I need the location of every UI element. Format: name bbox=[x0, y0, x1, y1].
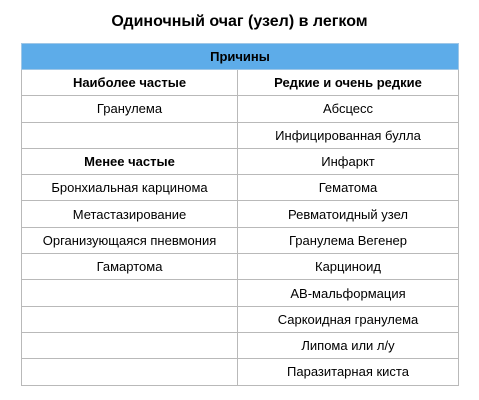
table-row bbox=[22, 96, 459, 122]
cell-rare-cause: Гранулема Вегенер bbox=[238, 227, 459, 253]
table-row bbox=[22, 280, 459, 306]
cell-common-cause: Метастазирование bbox=[22, 201, 238, 227]
cell-rare-cause: АВ-мальформация bbox=[238, 280, 459, 306]
table-row bbox=[22, 201, 459, 227]
cell-rare-cause: Липома или л/у bbox=[238, 332, 459, 358]
cell-rare-cause: Ревматоидный узел bbox=[238, 201, 459, 227]
cell-common-cause: Гранулема bbox=[22, 96, 238, 122]
table-body bbox=[22, 96, 459, 385]
cell-rare-cause: Паразитарная киста bbox=[238, 359, 459, 385]
cell-rare-cause: Карциноид bbox=[238, 254, 459, 280]
cell-common-cause: Гамартома bbox=[22, 254, 238, 280]
table-row bbox=[22, 122, 459, 148]
cell-rare-cause: Инфаркт bbox=[238, 148, 459, 174]
table-row bbox=[22, 175, 459, 201]
cell-common-cause bbox=[22, 359, 238, 385]
cell-common-cause: Организующаяся пневмония bbox=[22, 227, 238, 253]
column-header-row bbox=[22, 70, 459, 96]
page-title: Одиночный очаг (узел) в легком bbox=[111, 13, 368, 30]
table-row bbox=[22, 359, 459, 385]
column-header-rare: Редкие и очень редкие bbox=[238, 70, 459, 96]
table-header-causes: Причины bbox=[22, 44, 459, 70]
table-row bbox=[22, 332, 459, 358]
table-row bbox=[22, 227, 459, 253]
cell-rare-cause: Абсцесс bbox=[238, 96, 459, 122]
table-row bbox=[22, 254, 459, 280]
cell-common-cause bbox=[22, 280, 238, 306]
cell-rare-cause: Саркоидная гранулема bbox=[238, 306, 459, 332]
cell-common-cause: Менее частые bbox=[22, 148, 238, 174]
table-header-row bbox=[22, 44, 459, 70]
causes-table bbox=[21, 43, 459, 386]
column-header-common: Наиболее частые bbox=[22, 70, 238, 96]
cell-common-cause bbox=[22, 306, 238, 332]
cell-common-cause bbox=[22, 332, 238, 358]
table-row bbox=[22, 306, 459, 332]
table-row bbox=[22, 148, 459, 174]
cell-rare-cause: Инфицированная булла bbox=[238, 122, 459, 148]
cell-common-cause: Бронхиальная карцинома bbox=[22, 175, 238, 201]
cell-common-cause bbox=[22, 122, 238, 148]
cell-rare-cause: Гематома bbox=[238, 175, 459, 201]
